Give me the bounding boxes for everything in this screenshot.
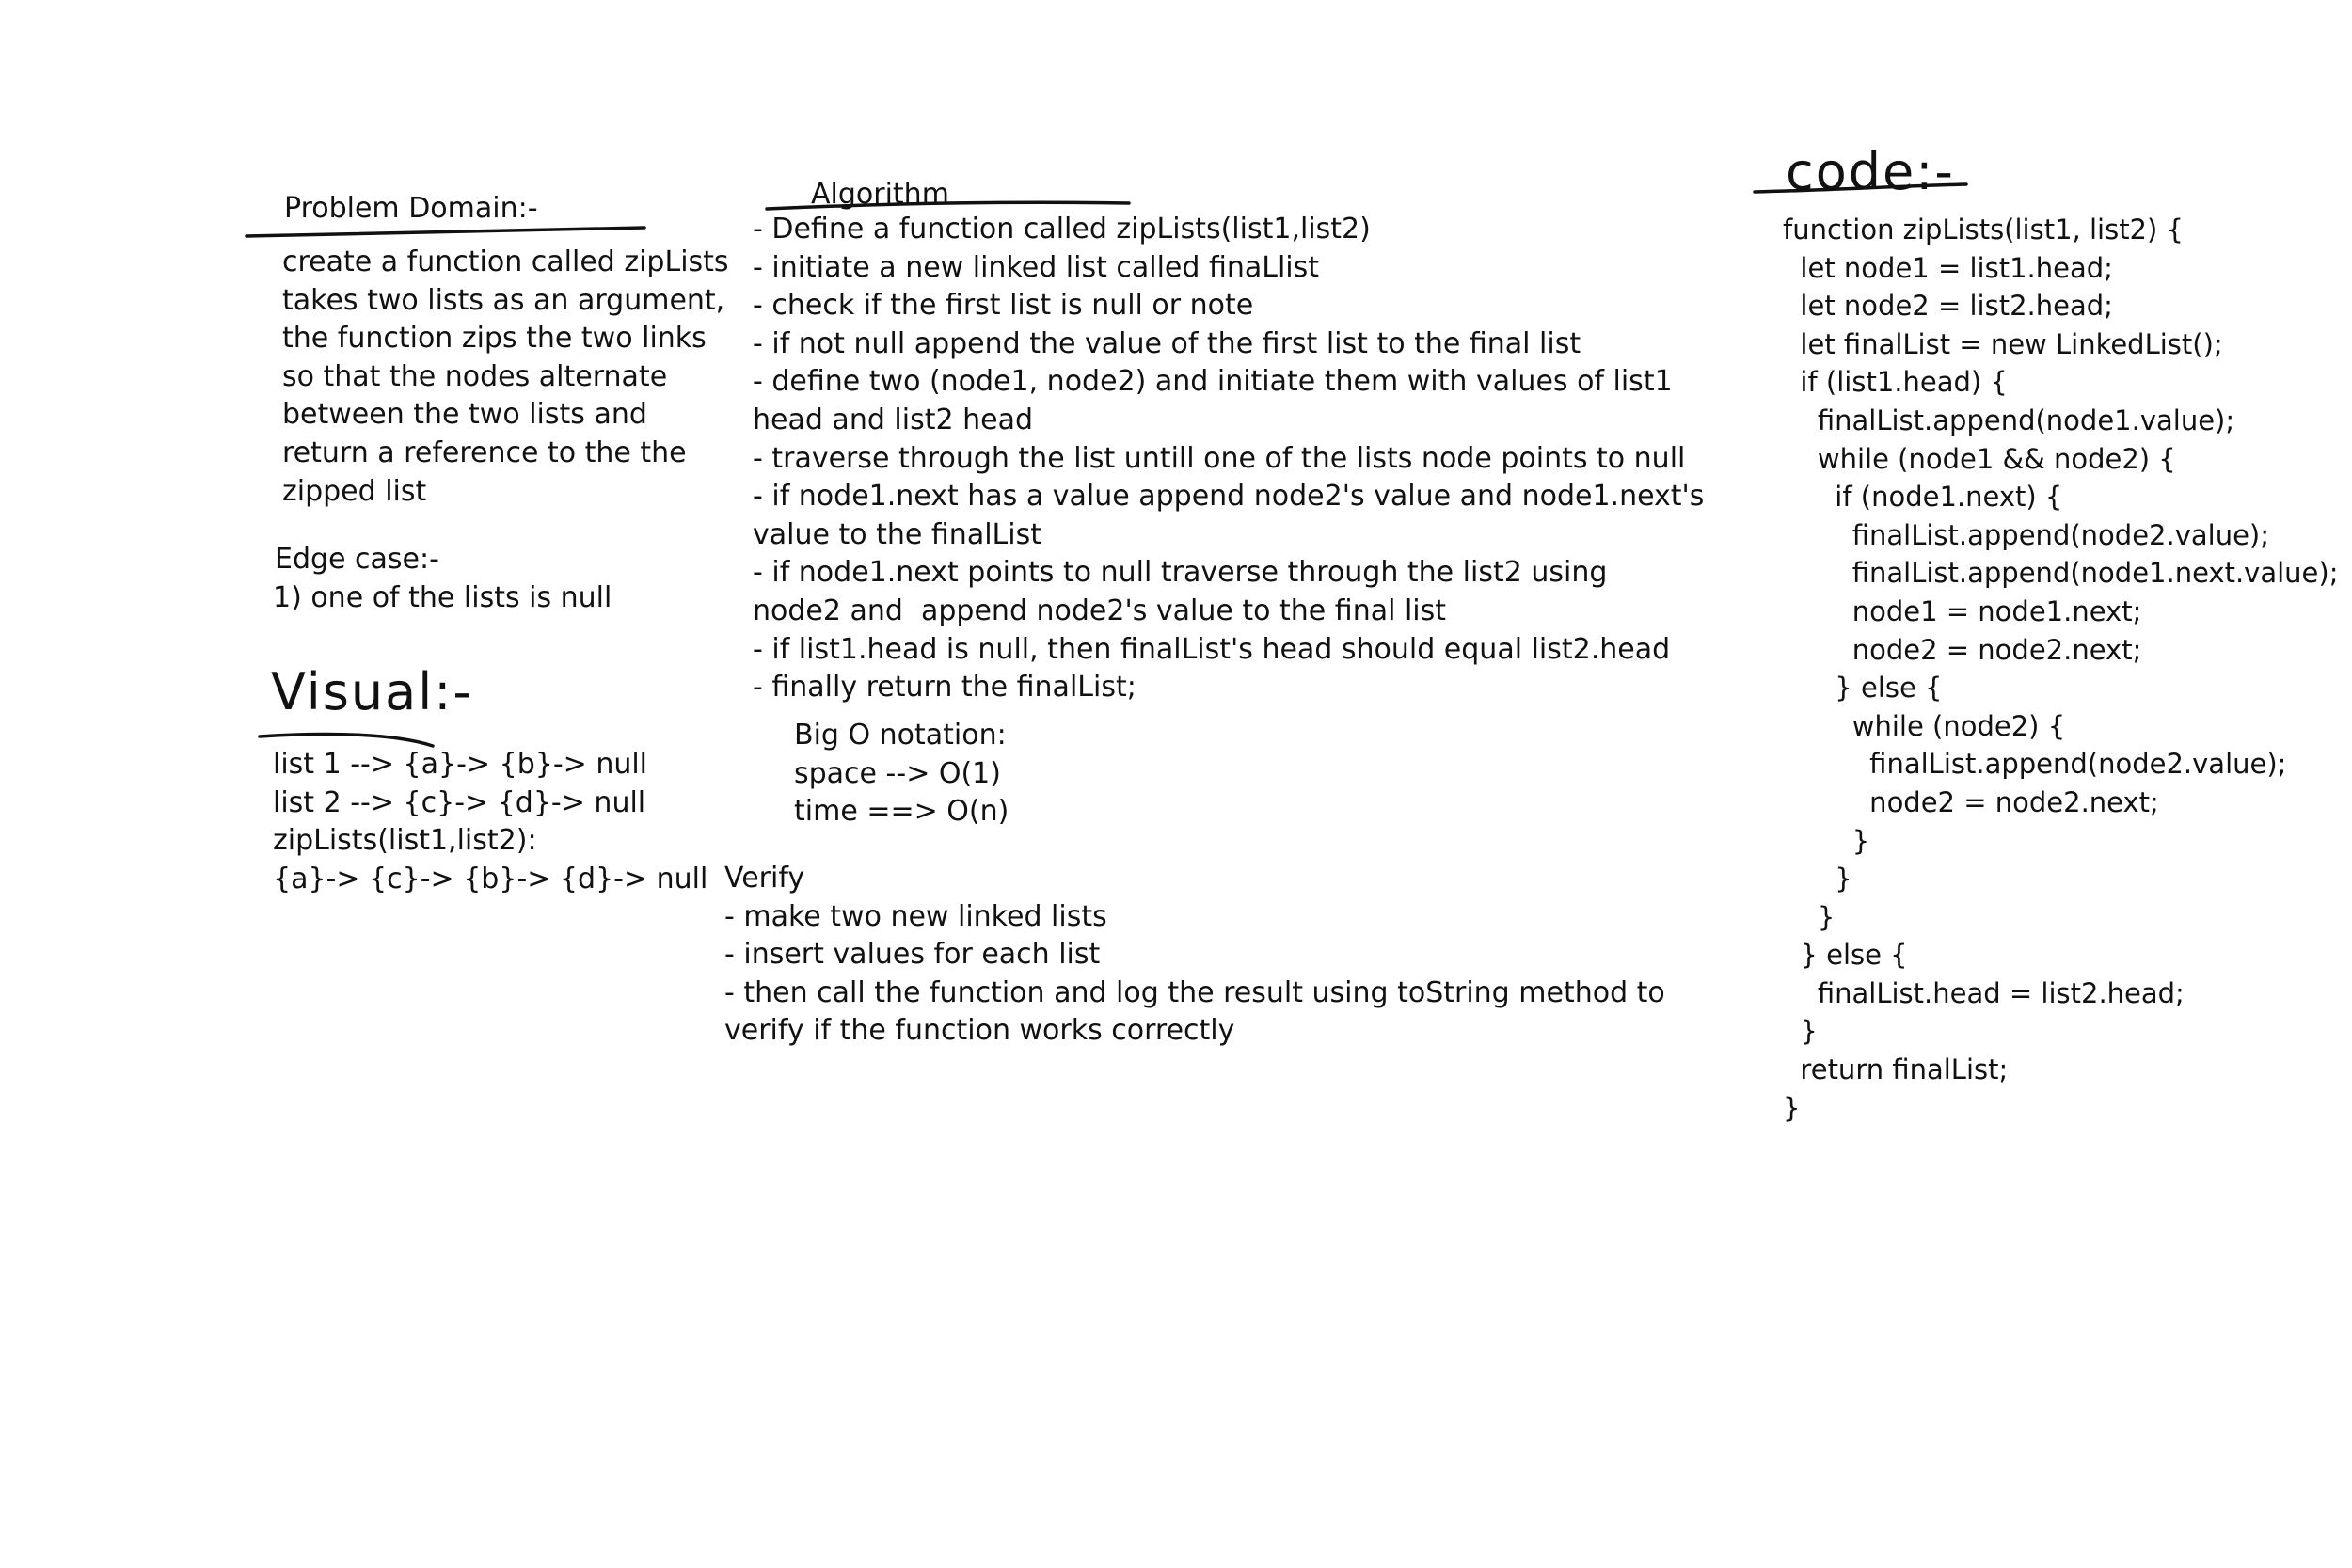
problem-domain-text <box>282 244 729 511</box>
code-line: let finalList = new LinkedList(); <box>1783 327 2223 360</box>
code-line: let node1 = list1.head; <box>1783 251 2113 284</box>
problem-domain-line: create a function called zipLists <box>282 245 729 278</box>
code-line: finalList.append(node1.next.value); <box>1783 557 2339 590</box>
code-line: } else { <box>1783 939 1908 972</box>
big-o-text <box>794 717 1009 832</box>
code-line: } <box>1783 900 1836 933</box>
algorithm-line: - initiate a new linked list called finaLlist <box>753 250 1320 284</box>
problem-domain-line: between the two lists and <box>282 398 647 432</box>
code-line: if (node1.next) { <box>1783 481 2063 514</box>
code-line: finalList.append(node2.value); <box>1783 748 2287 781</box>
verify-heading: Verify <box>724 862 805 895</box>
visual-heading: Visual:- <box>271 662 473 721</box>
problem-domain-line: zipped list <box>282 474 427 508</box>
algorithm-line: - if not null append the value of the first list to the final list <box>753 326 1581 360</box>
problem-domain-line: return a reference to the the <box>282 436 687 469</box>
problem-domain-heading: Problem Domain:- <box>284 192 538 225</box>
verify-text <box>724 860 1665 1051</box>
code-line: return finalList; <box>1783 1053 2009 1086</box>
visual-text <box>273 746 707 898</box>
visual-line: list 1 --> {a}-> {b}-> null <box>273 748 648 781</box>
code-line: while (node2) { <box>1783 709 2066 742</box>
algorithm-line: node2 and append node2's value to the final list <box>753 594 1447 627</box>
big-o-line: space --> O(1) <box>794 756 1001 790</box>
edge-case-heading: Edge case:- <box>275 543 439 576</box>
big-o-line: time ==> O(n) <box>794 795 1009 829</box>
edge-case-line: 1) one of the lists is null <box>273 581 612 614</box>
code-line: node2 = node2.next; <box>1783 785 2159 818</box>
algorithm-heading: Algorithm <box>811 178 949 211</box>
algorithm-line: - check if the first list is null or note <box>753 289 1254 323</box>
algorithm-line: - if list1.head is null, then finalList's head should equal list2.head <box>753 632 1671 666</box>
verify-line: - then call the function and log the result using toString method to <box>724 975 1665 1009</box>
visual-line: list 2 --> {c}-> {d}-> null <box>273 785 646 819</box>
visual-line: {a}-> {c}-> {b}-> {d}-> null <box>273 862 708 895</box>
code-line: node2 = node2.next; <box>1783 633 2142 666</box>
code-line: while (node1 && node2) { <box>1783 442 2176 475</box>
algorithm-line: - define two (node1, node2) and initiate them with values of list1 <box>753 365 1673 399</box>
code-line: } <box>1783 1015 1818 1048</box>
code-line: } else { <box>1783 672 1943 705</box>
algorithm-line: - if node1.next has a value append node2's value and node1.next's <box>753 480 1705 514</box>
problem-domain-line: the function zips the two links <box>282 322 707 356</box>
algorithm-line: value to the finalList <box>753 517 1041 551</box>
algorithm-text <box>753 211 1704 707</box>
verify-line: - insert values for each list <box>724 938 1101 972</box>
code-line: } <box>1783 863 1852 895</box>
code-line: } <box>1783 824 1870 857</box>
verify-line: - make two new linked lists <box>724 899 1107 933</box>
code-text <box>1783 211 2338 1127</box>
algorithm-line: - finally return the finalList; <box>753 671 1136 705</box>
big-o-line: Big O notation: <box>794 719 1007 752</box>
code-line: finalList.append(node2.value); <box>1783 518 2270 551</box>
code-line: } <box>1783 1091 1801 1124</box>
algorithm-line: - if node1.next points to null traverse through the list2 using <box>753 556 1608 590</box>
problem-domain-line: so that the nodes alternate <box>282 359 668 393</box>
algorithm-line: head and list2 head <box>753 403 1033 436</box>
code-line: function zipLists(list1, list2) { <box>1783 214 2184 245</box>
visual-underline <box>260 734 433 746</box>
algorithm-line: - traverse through the list untill one of the lists node points to null <box>753 441 1686 475</box>
algorithm-line: - Define a function called zipLists(list1,list2) <box>753 213 1371 245</box>
visual-line: zipLists(list1,list2): <box>273 824 537 858</box>
code-line: finalList.head = list2.head; <box>1783 976 2185 1009</box>
problem-domain-underline <box>246 228 644 236</box>
code-heading: code:- <box>1786 142 1955 201</box>
verify-line: verify if the function works correctly <box>724 1014 1235 1048</box>
code-line: if (list1.head) { <box>1783 366 2008 399</box>
code-line: node1 = node1.next; <box>1783 594 2142 627</box>
code-line: let node2 = list2.head; <box>1783 290 2113 323</box>
problem-domain-line: takes two lists as an argument, <box>282 283 725 317</box>
code-line: finalList.append(node1.value); <box>1783 404 2235 436</box>
